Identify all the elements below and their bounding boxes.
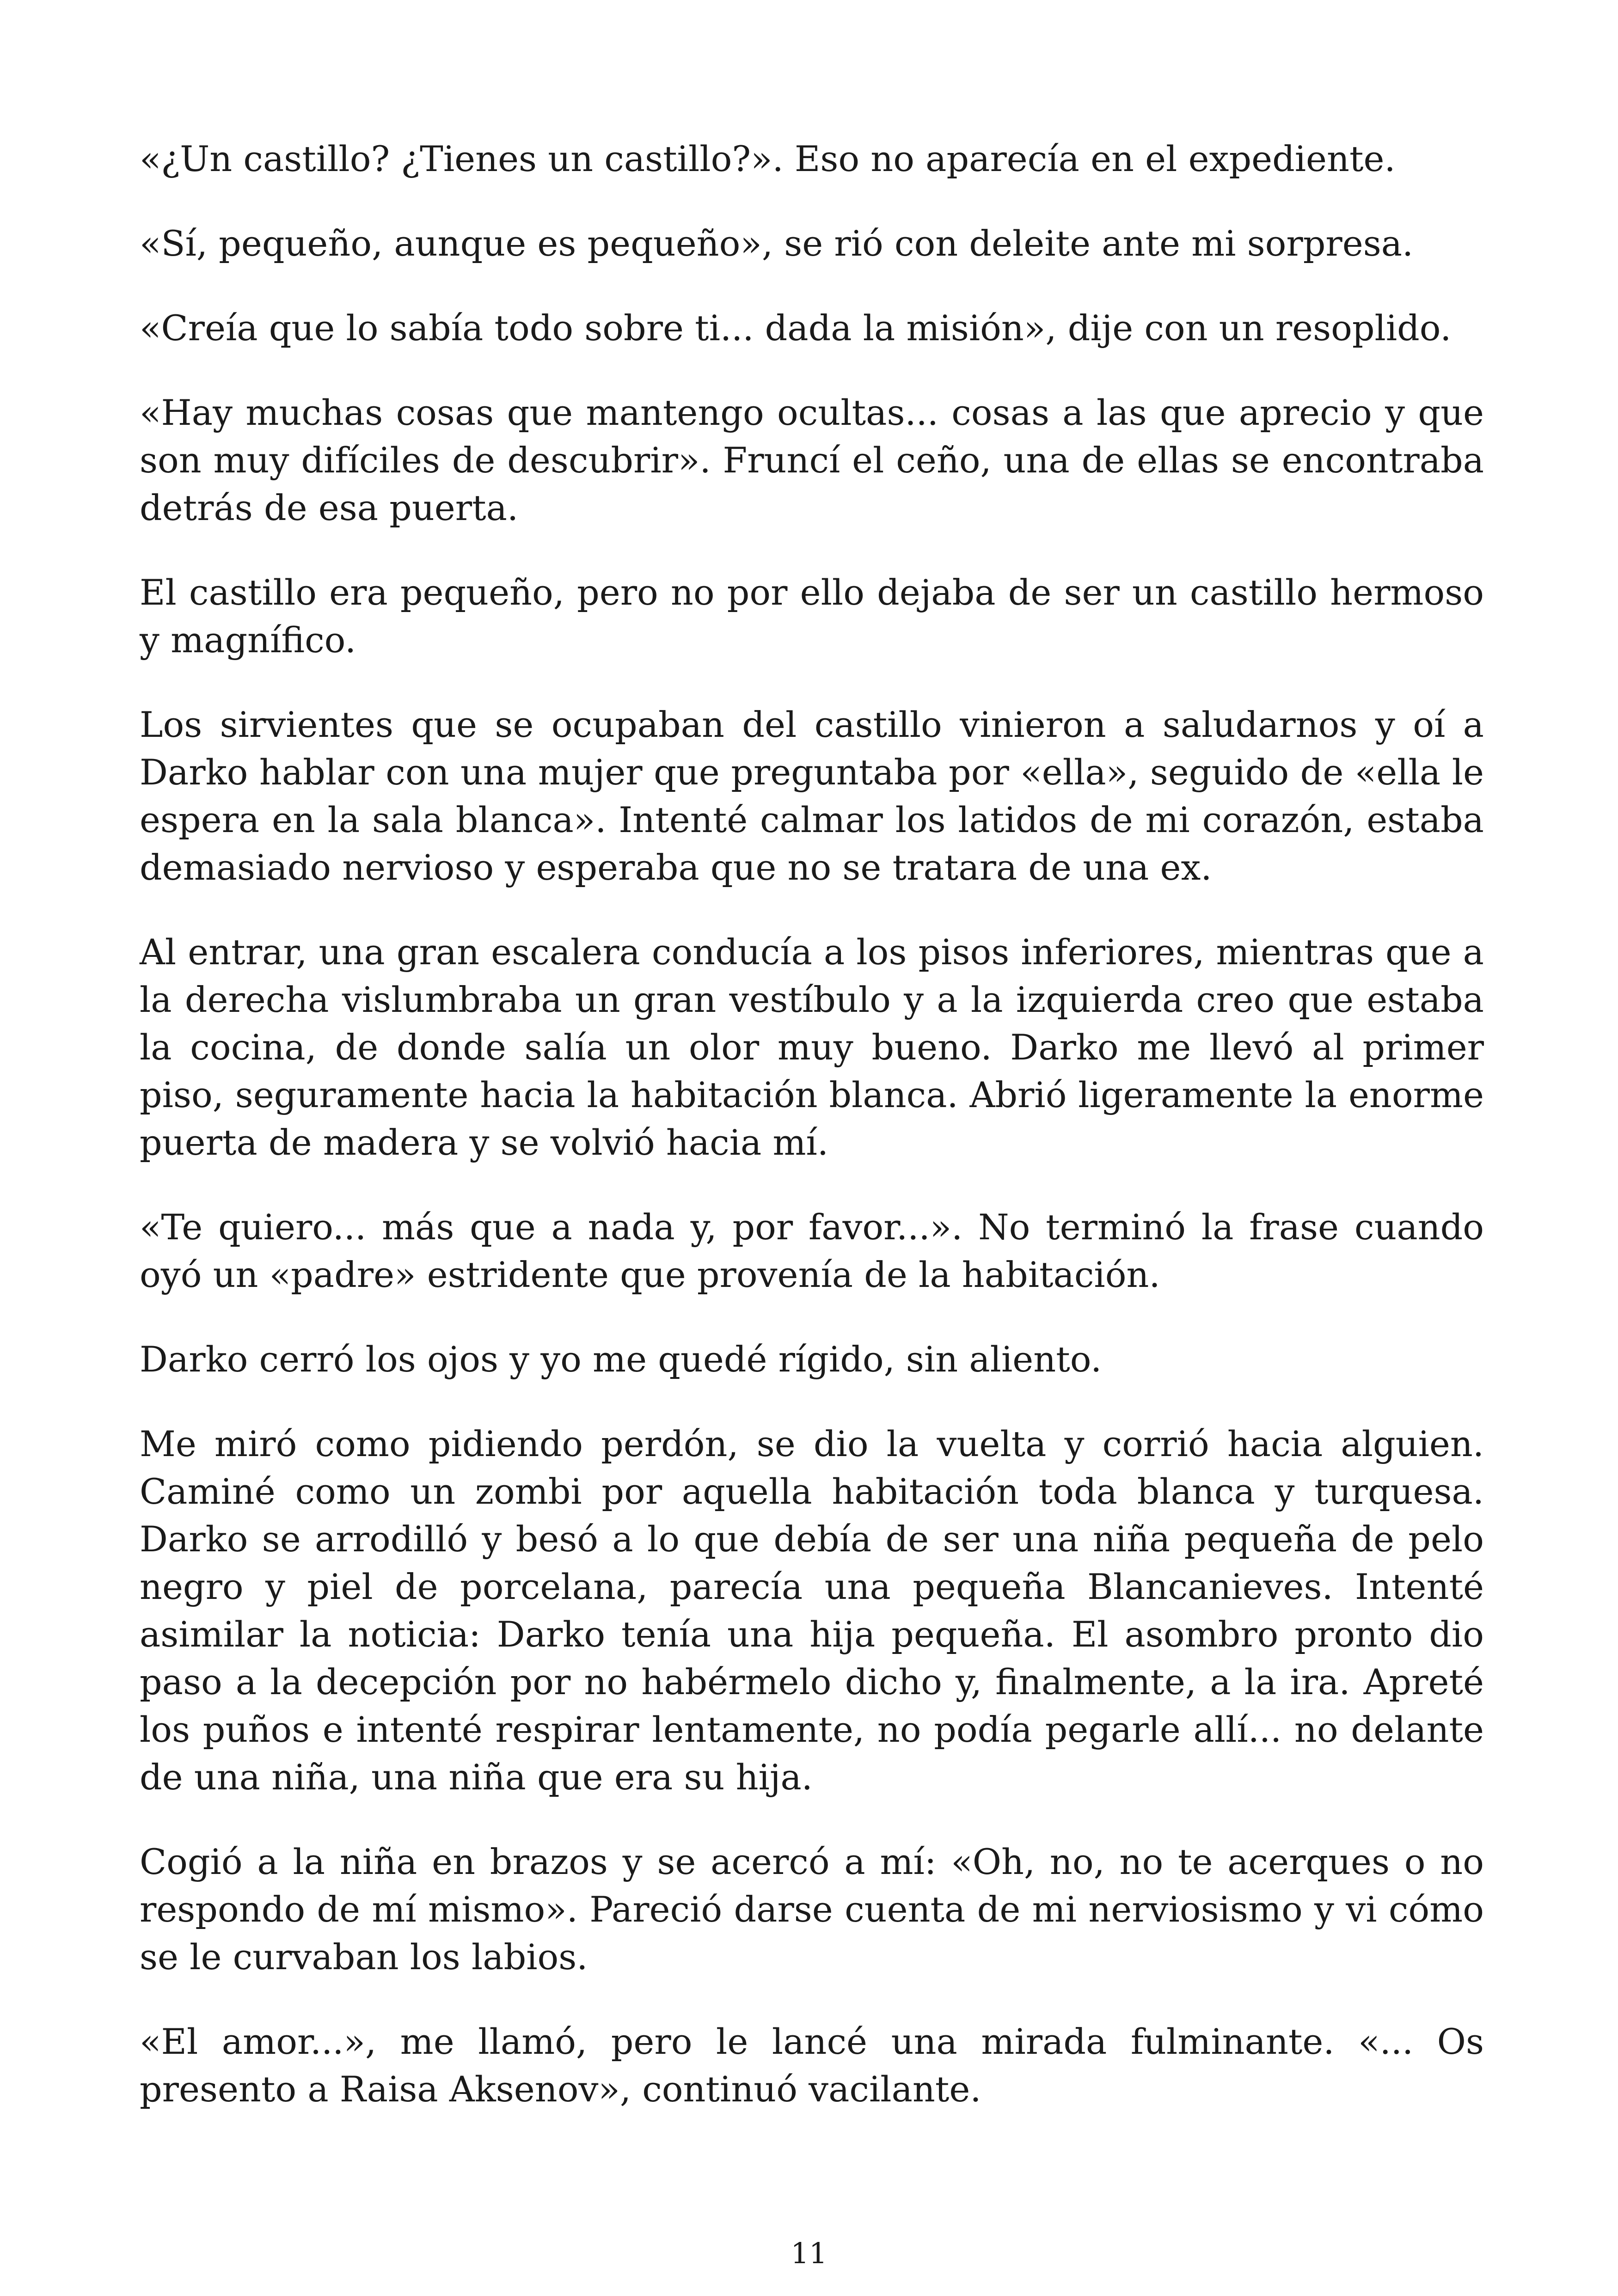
paragraph-6: Los sirvientes que se ocupaban del castillo vinieron a saludarnos y oí a Darko hablar con una mujer que preguntaba por «ella», seguido de «ella le espera en la sala blanca». Intenté calmar los latidos de mi corazón, estaba demasiado nervioso y esperaba que no se tratara de una ex. [140,704,1484,888]
body-text [140,135,1484,2113]
paragraph-11: Cogió a la niña en brazos y se acercó a mí: «Oh, no, no te acerques o no respondo de mí mismo». Pareció darse cuenta de mi nerviosismo y vi cómo se le curvaban los labios. [140,1841,1484,1978]
paragraph-5: El castillo era pequeño, pero no por ello dejaba de ser un castillo hermoso y magnífico. [140,572,1484,661]
paragraph-9: Darko cerró los ojos y yo me quedé rígido, sin aliento. [140,1339,1102,1380]
page-number: 11 [791,2236,827,2270]
paragraph-1: «¿Un castillo? ¿Tienes un castillo?». Eso no aparecía en el expediente. [140,138,1396,179]
paragraph-10: Me miró como pidiendo perdón, se dio la vuelta y corrió hacia alguien. Caminé como un zombi por aquella habitación toda blanca y turquesa. Darko se arrodilló y besó a lo que debía de ser una niña pequeña de pelo negro y piel de porcelana, parecía una pequeña Blancanieves. Intenté asimilar la noticia: Darko tenía una hija pequeña. El asombro pronto dio paso a la decepción por no habérmelo dicho y, finalmente, a la ira. Apreté los puños e intenté respirar lentamente, no podía pegarle allí... no delante de una niña, una niña que era su hija. [140,1423,1484,1798]
paragraph-4: «Hay muchas cosas que mantengo ocultas... cosas a las que aprecio y que son muy difíciles de descubrir». Fruncí el ceño, una de ellas se encontraba detrás de esa puerta. [140,392,1484,528]
paragraph-3: «Creía que lo sabía todo sobre ti... dada la misión», dije con un resoplido. [140,307,1452,349]
paragraph-2: «Sí, pequeño, aunque es pequeño», se rió con deleite ante mi sorpresa. [140,223,1414,264]
paragraph-7: Al entrar, una gran escalera conducía a los pisos inferiores, mientras que a la derecha vislumbraba un gran vestíbulo y a la izquierda creo que estaba la cocina, de donde salía un olor muy bueno. Darko me llevó al primer piso, seguramente hacia la habitación blanca. Abrió ligeramente la enorme puerta de madera y se volvió hacia mí. [140,931,1484,1163]
paragraph-12: «El amor...», me llamó, pero le lancé una mirada fulminante. «... Os presento a Raisa Aksenov», continuó vacilante. [140,2021,1484,2110]
paragraph-8: «Te quiero... más que a nada y, por favor...». No terminó la frase cuando oyó un «padre» estridente que provenía de la habitación. [140,1206,1484,1295]
